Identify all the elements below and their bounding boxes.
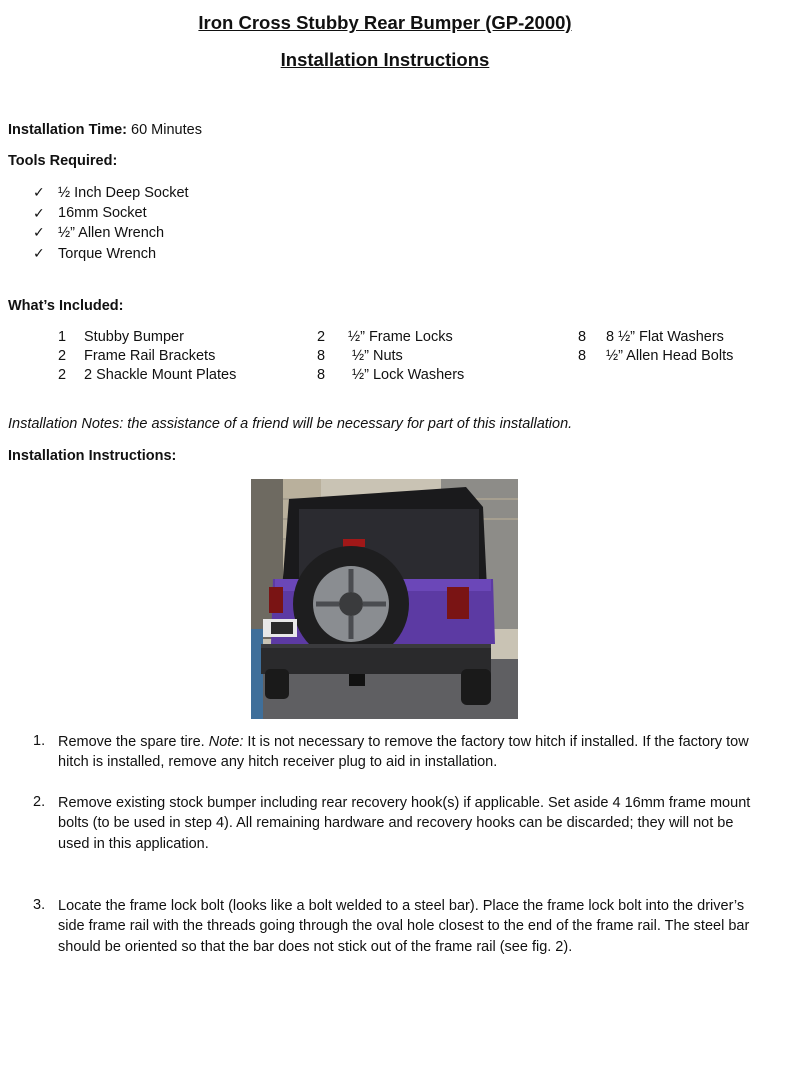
tool-label: ½” Allen Wrench — [58, 225, 165, 241]
step-text: Remove existing stock bumper including rear recovery hook(s) if applicable. Set aside 4 16mm frame mount bolts (to be used in step 4). All remaining hardware and recovery hooks can be discarded; they will not be used in this application. — [58, 795, 751, 852]
tool-label: Torque Wrench — [58, 246, 157, 262]
included-item: ½” Frame Locks — [348, 329, 453, 345]
checkmark-icon: ✓ — [33, 245, 45, 261]
included-qty: 1 — [58, 329, 67, 345]
included-item: Frame Rail Brackets — [84, 348, 216, 364]
included-qty: 8 — [317, 348, 326, 364]
included-qty: 2 — [58, 348, 67, 364]
install-time — [8, 122, 202, 138]
included-item: ½” Allen Head Bolts — [606, 348, 734, 364]
step-text-part: It is not necessary to remove the factory tow hitch if installed. If the factory tow hitch is installed, remove any hitch receiver plug to aid in installation. — [58, 734, 749, 771]
included-item: 2 Shackle Mount Plates — [84, 367, 237, 383]
included-item: ½” Nuts — [348, 348, 403, 364]
step-note-label: Note: — [208, 734, 244, 750]
checkmark-icon: ✓ — [33, 224, 45, 240]
included-item: ½” Lock Washers — [348, 367, 465, 383]
step-number: 1. — [33, 733, 46, 749]
tool-label: 16mm Socket — [58, 205, 147, 221]
included-qty: 2 — [317, 329, 326, 345]
included-item: 8 ½” Flat Washers — [606, 329, 724, 345]
included-qty: 8 — [578, 329, 587, 345]
step-text: Locate the frame lock bolt (looks like a bolt welded to a steel bar). Place the frame lock bolt into the driver’s side frame rail with the threads going through the oval hole closest to the end of the frame rail. The steel bar should be oriented so that the bar does not stick out of the frame rail (see fig. 2). — [58, 898, 750, 955]
included-qty: 2 — [58, 367, 67, 383]
step-text — [58, 732, 758, 773]
included-qty: 8 — [317, 367, 326, 383]
step-number: 2. — [33, 794, 46, 810]
document-title: Iron Cross Stubby Rear Bumper (GP-2000) — [198, 12, 572, 33]
step-text-part: Remove the spare tire. — [58, 734, 209, 750]
instructions-heading: Installation Instructions: — [8, 448, 177, 464]
install-time-label: Installation Time: — [8, 122, 127, 138]
tool-label: ½ Inch Deep Socket — [58, 185, 189, 201]
included-qty: 8 — [578, 348, 587, 364]
tools-heading: Tools Required: — [8, 153, 118, 169]
step-number: 3. — [33, 897, 46, 913]
installation-notes: Installation Notes: the assistance of a friend will be necessary for part of this installation. — [8, 416, 573, 432]
included-heading: What’s Included: — [8, 298, 124, 314]
checkmark-icon: ✓ — [33, 205, 45, 221]
checkmark-icon: ✓ — [33, 184, 45, 200]
install-time-value: 60 Minutes — [126, 122, 202, 138]
included-item: Stubby Bumper — [84, 329, 184, 345]
document-subtitle: Installation Instructions — [280, 49, 490, 70]
jeep-rear-photo — [251, 479, 518, 719]
